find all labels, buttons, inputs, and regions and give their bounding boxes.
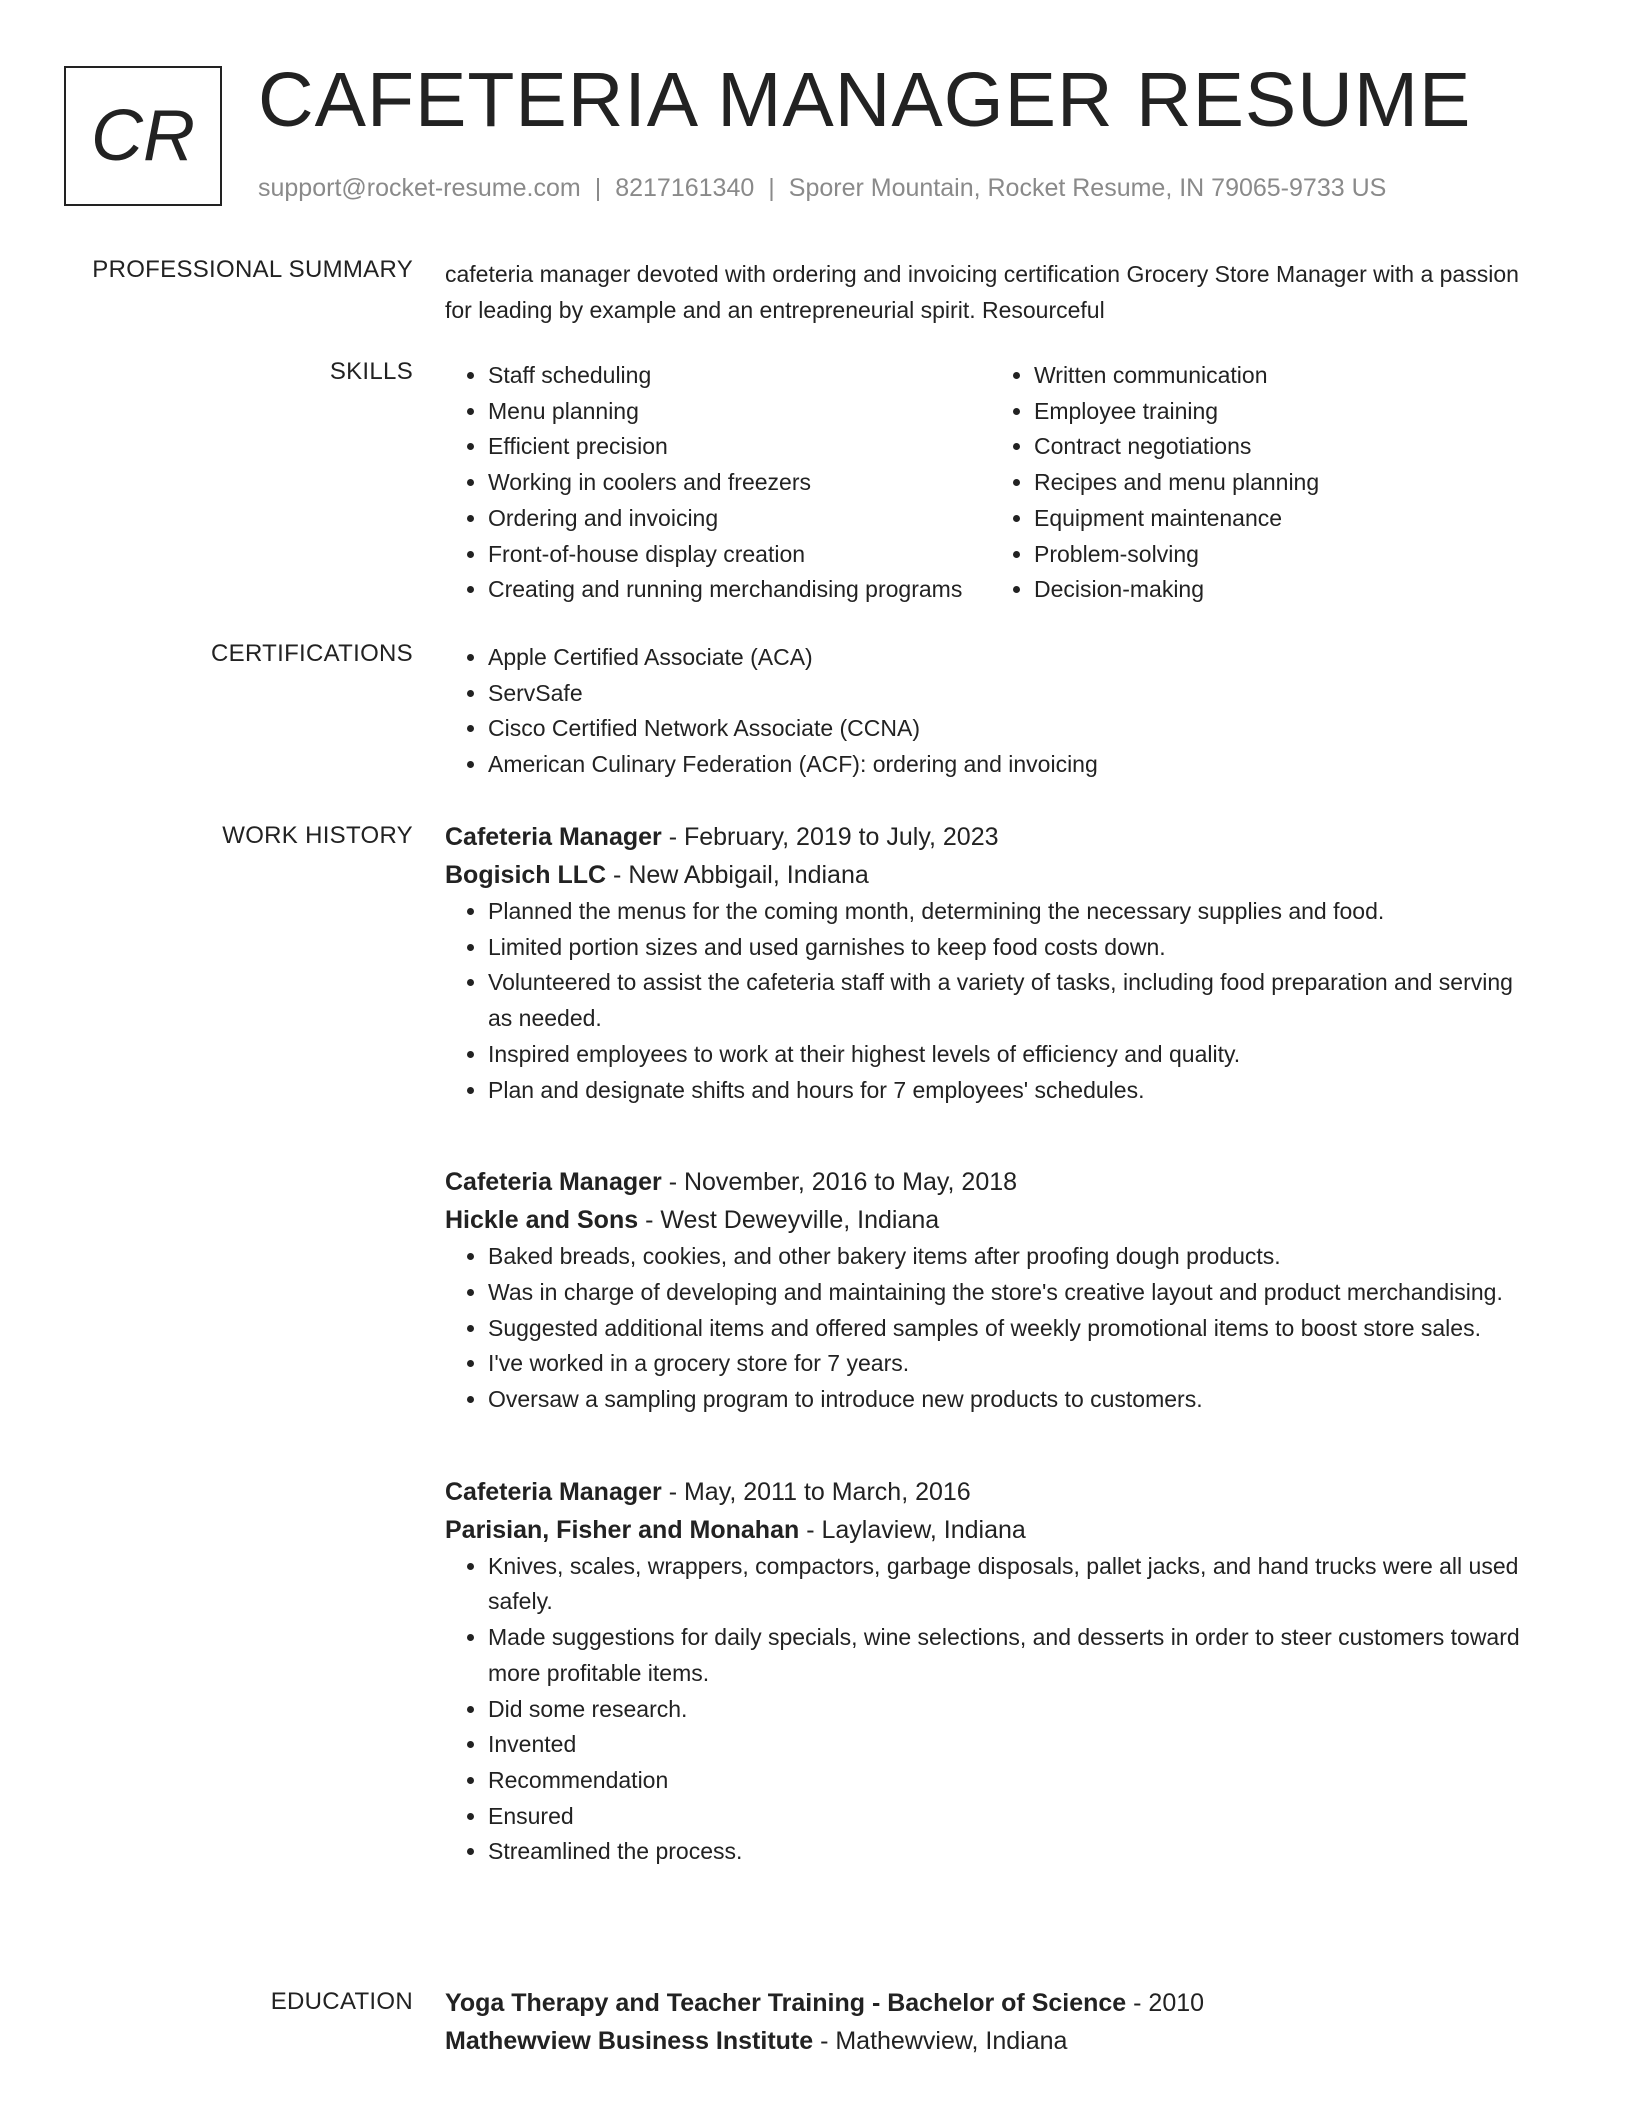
job-entry	[445, 818, 1535, 1108]
education-degree: Yoga Therapy and Teacher Training - Bachelor of Science	[445, 1989, 1127, 2017]
job-duty-item: • Inspired employees to work at their highest levels of efficiency and quality.	[488, 1037, 1535, 1073]
contact-address: Sporer Mountain, Rocket Resume, IN 79065-9733 US	[788, 174, 1387, 202]
skills-column-1	[445, 358, 991, 608]
skills-column-2	[991, 358, 1535, 608]
skill-item: • Staff scheduling	[488, 358, 991, 394]
skill-item: • Ordering and invoicing	[488, 501, 991, 537]
job-company-line	[445, 1201, 1535, 1239]
job-duty-item: • Planned the menus for the coming month, determining the necessary supplies and food.	[488, 894, 1535, 930]
job-duties-list	[445, 1549, 1535, 1870]
job-company-line	[445, 1511, 1535, 1549]
job-company: Hickle and Sons	[445, 1206, 639, 1235]
job-duty-item: • Baked breads, cookies, and other bakery items after proofing dough products.	[488, 1239, 1535, 1275]
summary-text: cafeteria manager devoted with ordering and invoicing certification Grocery Store Manager with a passion for leading by example and an entrepreneurial spirit. Resourceful	[445, 261, 1519, 323]
job-title-line	[445, 818, 1535, 856]
contact-line	[258, 174, 1386, 203]
certifications-body	[445, 640, 1535, 783]
skill-item: • Efficient precision	[488, 429, 991, 465]
skill-item: • Creating and running merchandising programs	[488, 572, 991, 608]
job-duty-item: • Recommendation	[488, 1763, 1535, 1799]
certification-item: • Cisco Certified Network Associate (CCNA)	[488, 711, 1535, 747]
job-title: Cafeteria Manager	[445, 1477, 662, 1506]
job-duty-item: • Knives, scales, wrappers, compactors, garbage disposals, pallet jacks, and hand trucks were all used safely.	[488, 1549, 1535, 1620]
monogram-box	[64, 66, 222, 206]
skills-heading: SKILLS	[329, 358, 413, 385]
work-history-heading: WORK HISTORY	[222, 822, 413, 849]
skill-item: • Menu planning	[488, 394, 991, 430]
job-company: Parisian, Fisher and Monahan	[445, 1515, 800, 1544]
skill-item: • Front-of-house display creation	[488, 537, 991, 573]
job-duty-item: • Limited portion sizes and used garnishes to keep food costs down.	[488, 930, 1535, 966]
certification-item: • American Culinary Federation (ACF): ordering and invoicing	[488, 747, 1535, 783]
certifications-heading: CERTIFICATIONS	[211, 640, 413, 667]
job-duty-item: • Was in charge of developing and maintaining the store's creative layout and product merchandising.	[488, 1275, 1535, 1311]
contact-phone: 8217161340	[615, 174, 755, 202]
contact-email: support@rocket-resume.com	[258, 174, 581, 202]
job-title: Cafeteria Manager	[445, 1168, 662, 1197]
work-history-body	[445, 818, 1535, 1870]
skill-item: • Employee training	[1034, 394, 1535, 430]
job-title: Cafeteria Manager	[445, 823, 662, 851]
education-degree-line	[445, 1984, 1535, 2022]
education-school: Mathewview Business Institute	[445, 2027, 814, 2055]
skill-item: • Equipment maintenance	[1034, 501, 1535, 537]
job-entry	[445, 1473, 1535, 1870]
skill-item: • Recipes and menu planning	[1034, 465, 1535, 501]
summary-heading: PROFESSIONAL SUMMARY	[92, 256, 413, 283]
job-company-line	[445, 856, 1535, 894]
education-body	[445, 1984, 1535, 2060]
certification-item: • Apple Certified Associate (ACA)	[488, 640, 1535, 676]
skills-grid	[445, 358, 1535, 608]
education-location: - Mathewview, Indiana	[813, 2027, 1068, 2055]
job-duty-item: • I've worked in a grocery store for 7 years.	[488, 1346, 1535, 1382]
job-duty-item: • Did some research.	[488, 1692, 1535, 1728]
job-duty-item: • Invented	[488, 1727, 1535, 1763]
job-duty-item: • Suggested additional items and offered samples of weekly promotional items to boost store sales.	[488, 1311, 1535, 1347]
job-company: Bogisich LLC	[445, 861, 607, 889]
job-duty-item: • Oversaw a sampling program to introduce new products to customers.	[488, 1382, 1535, 1418]
contact-separator: |	[768, 174, 775, 202]
skill-item: • Written communication	[1034, 358, 1535, 394]
job-dates: - May, 2011 to March, 2016	[661, 1477, 971, 1506]
job-duty-item: • Made suggestions for daily specials, wine selections, and desserts in order to steer customers toward more profitable items.	[488, 1620, 1535, 1691]
job-duties-list	[445, 894, 1535, 1108]
contact-separator: |	[594, 174, 602, 202]
job-entry	[445, 1163, 1535, 1418]
skill-item: • Decision-making	[1034, 572, 1535, 608]
resume-title: CAFETERIA MANAGER RESUME	[258, 57, 1472, 143]
skill-item: • Working in coolers and freezers	[488, 465, 991, 501]
certifications-list	[445, 640, 1535, 783]
job-duties-list	[445, 1239, 1535, 1418]
job-location: - West Deweyville, Indiana	[638, 1206, 940, 1235]
job-location: - Laylaview, Indiana	[799, 1515, 1026, 1544]
job-duty-item: • Streamlined the process.	[488, 1834, 1535, 1870]
job-duty-item: • Plan and designate shifts and hours for 7 employees' schedules.	[488, 1073, 1535, 1109]
job-dates: - February, 2019 to July, 2023	[661, 823, 999, 851]
job-duty-item: • Ensured	[488, 1799, 1535, 1835]
education-school-line	[445, 2022, 1535, 2060]
monogram-initials: CR	[91, 96, 195, 176]
job-dates: - November, 2016 to May, 2018	[661, 1168, 1018, 1197]
education-year: - 2010	[1126, 1989, 1205, 2017]
skill-item: • Problem-solving	[1034, 537, 1535, 573]
job-location: - New Abbigail, Indiana	[606, 861, 869, 889]
skill-item: • Contract negotiations	[1034, 429, 1535, 465]
job-title-line	[445, 1473, 1535, 1511]
education-heading: EDUCATION	[270, 1988, 413, 2015]
job-title-line	[445, 1163, 1535, 1201]
job-duty-item: • Volunteered to assist the cafeteria staff with a variety of tasks, including food preparation and serving as needed.	[488, 965, 1535, 1036]
certification-item: • ServSafe	[488, 676, 1535, 712]
